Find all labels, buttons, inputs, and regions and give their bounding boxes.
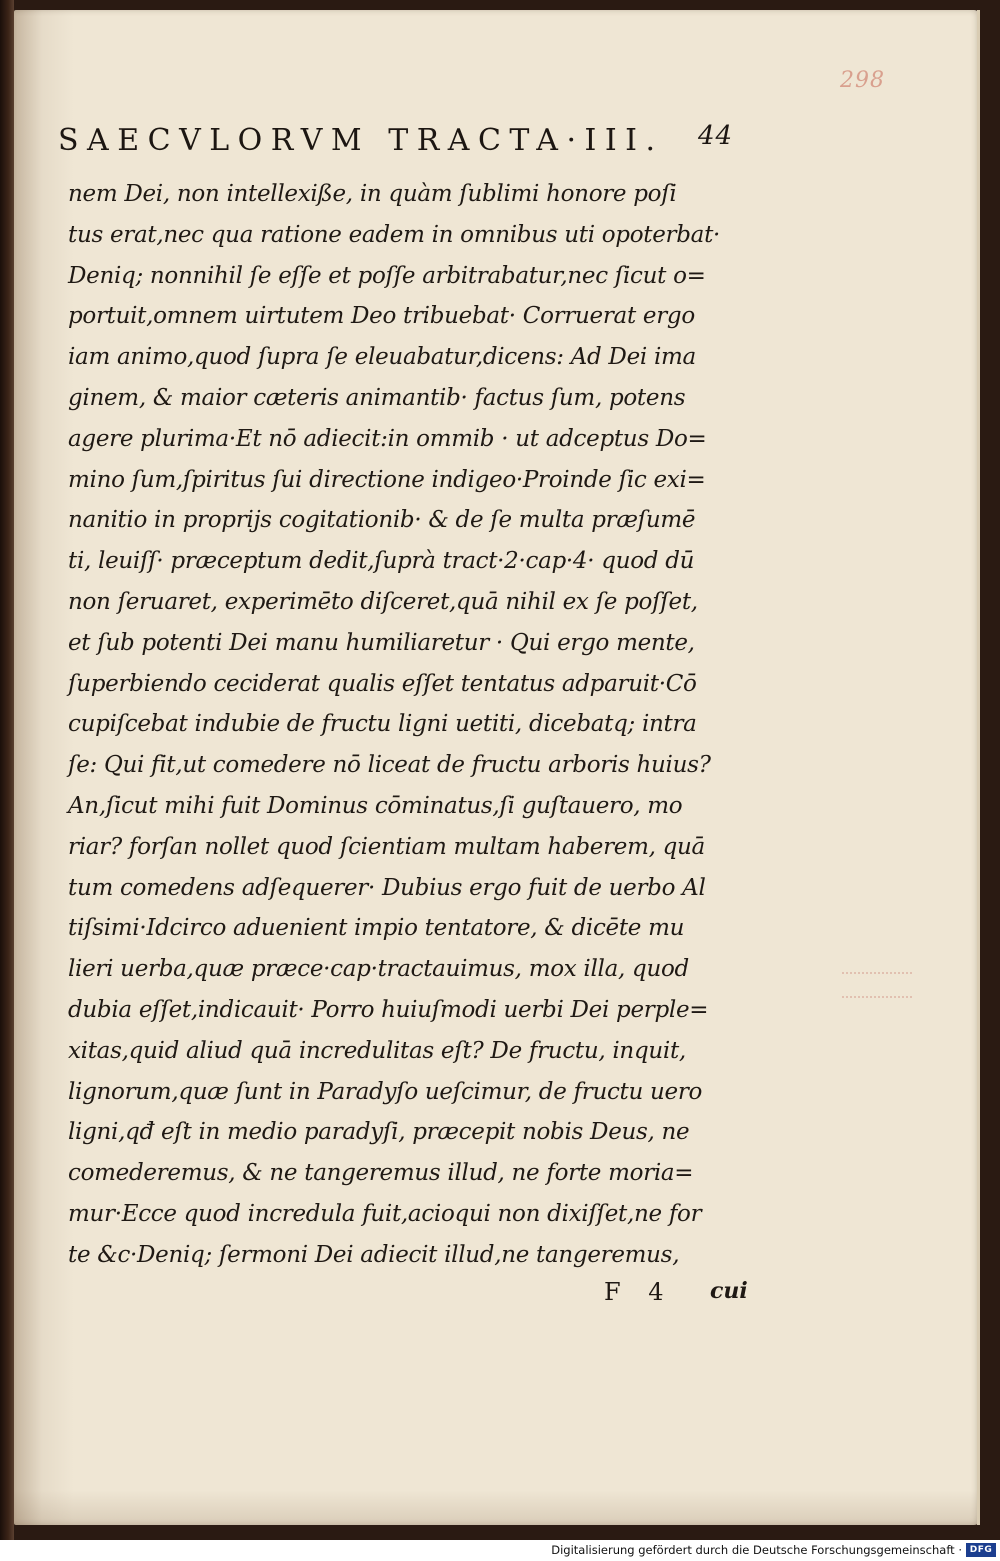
text-line: tum comedens adſequerer· Dubius ergo fuit de uerbo Al <box>68 874 706 901</box>
text-line: nem Dei, non intellexiße, in quàm ſublimi honore poſi <box>68 181 677 207</box>
text-line: lignorum,quæ ſunt in Paradyſo ueſcimur, de fructu uero <box>68 1078 703 1105</box>
handwritten-folio-number: 298 <box>840 68 885 93</box>
text-line: agere plurima·Et nō adiecit:in ommib · ut adceptus Do= <box>68 425 707 452</box>
text-line: riar? forſan nollet quod ſcientiam multam haberem, quā <box>68 833 705 860</box>
text-line: et ſub potenti Dei manu humiliaretur · Qui ergo mente, <box>68 629 695 656</box>
body-text <box>68 174 748 1276</box>
footer-bar <box>0 1540 1000 1561</box>
text-line: mur·Ecce quod incredula fuit,acioqui non dixiſſet,ne for <box>68 1200 702 1227</box>
text-line: nanitio in proprijs cogitationib· & de ſe multa præſumē <box>68 507 696 534</box>
text-line: non ſeruaret, experimēto diſceret,quā nihil ex ſe poſſet, <box>68 588 698 615</box>
text-line: tus erat,nec qua ratione eadem in omnibus uti opoterbat· <box>68 221 721 248</box>
text-line: ſe: Qui fit,ut comedere nō liceat de fructu arboris huius? <box>68 752 711 779</box>
text-line: lieri uerba,quæ præce·cap·tractauimus, mox illa, quod <box>68 956 689 983</box>
show-through-mark <box>842 996 912 1000</box>
text-line: An,ſicut mihi fuit Dominus cōminatus,ſi guſtauero, mo <box>68 792 683 819</box>
catchword: cui <box>710 1278 748 1304</box>
text-line: comederemus, & ne tangeremus illud, ne forte moria= <box>68 1160 694 1187</box>
text-line: mino ſum,ſpiritus ſui directione indigeo·Proinde ſic exi= <box>68 466 706 493</box>
book-page <box>14 10 980 1525</box>
text-line: cupiſcebat indubie de fructu ligni uetiti, dicebatq; intra <box>68 711 697 738</box>
text-line: xitas,quid aliud quā incredulitas eſt? De fructu, inquit, <box>68 1037 686 1064</box>
running-title: SAECVLORVM TRACTA·III. <box>58 123 664 158</box>
text-line: ti, leuiſſ· præceptum dedit,ſuprà tract·2·cap·4· quod dū <box>68 548 695 575</box>
text-line: dubia eſſet,indicauit· Porro huiuſmodi uerbi Dei perple= <box>68 996 709 1023</box>
dfg-logo-icon: DFG <box>966 1543 996 1557</box>
page-number: 44 <box>698 121 734 151</box>
running-head <box>58 123 938 163</box>
text-line: ligni,qđ eſt in medio paradyſi, præcepit nobis Deus, ne <box>68 1119 690 1146</box>
text-line: te &c·Deniq; ſermoni Dei adiecit illud,ne tangeremus, <box>68 1241 680 1268</box>
show-through-mark <box>842 972 912 976</box>
digitization-credit: Digitalisierung gefördert durch die Deutsche Forschungsgemeinschaft · <box>551 1543 962 1557</box>
text-line: iam animo,quod ſupra ſe eleuabatur,dicens: Ad Dei ima <box>68 344 696 371</box>
text-line: ſuperbiendo ceciderat qualis eſſet tentatus adparuit·Cō <box>68 670 697 697</box>
text-line: portuit,omnem uirtutem Deo tribuebat· Corruerat ergo <box>68 303 695 330</box>
page-edge <box>977 10 980 1525</box>
book-spine <box>0 0 14 1540</box>
signature-mark: F 4 <box>604 1278 674 1306</box>
text-line: Deniq; nonnihil ſe eſſe et poſſe arbitrabatur,nec ſicut o= <box>68 262 706 289</box>
text-line: ginem, & maior cæteris animantib· factus ſum, potens <box>68 384 686 411</box>
text-line: tiſsimi·Idcirco aduenient impio tentatore, & dicēte mu <box>68 915 685 942</box>
signature-line <box>58 1278 778 1318</box>
